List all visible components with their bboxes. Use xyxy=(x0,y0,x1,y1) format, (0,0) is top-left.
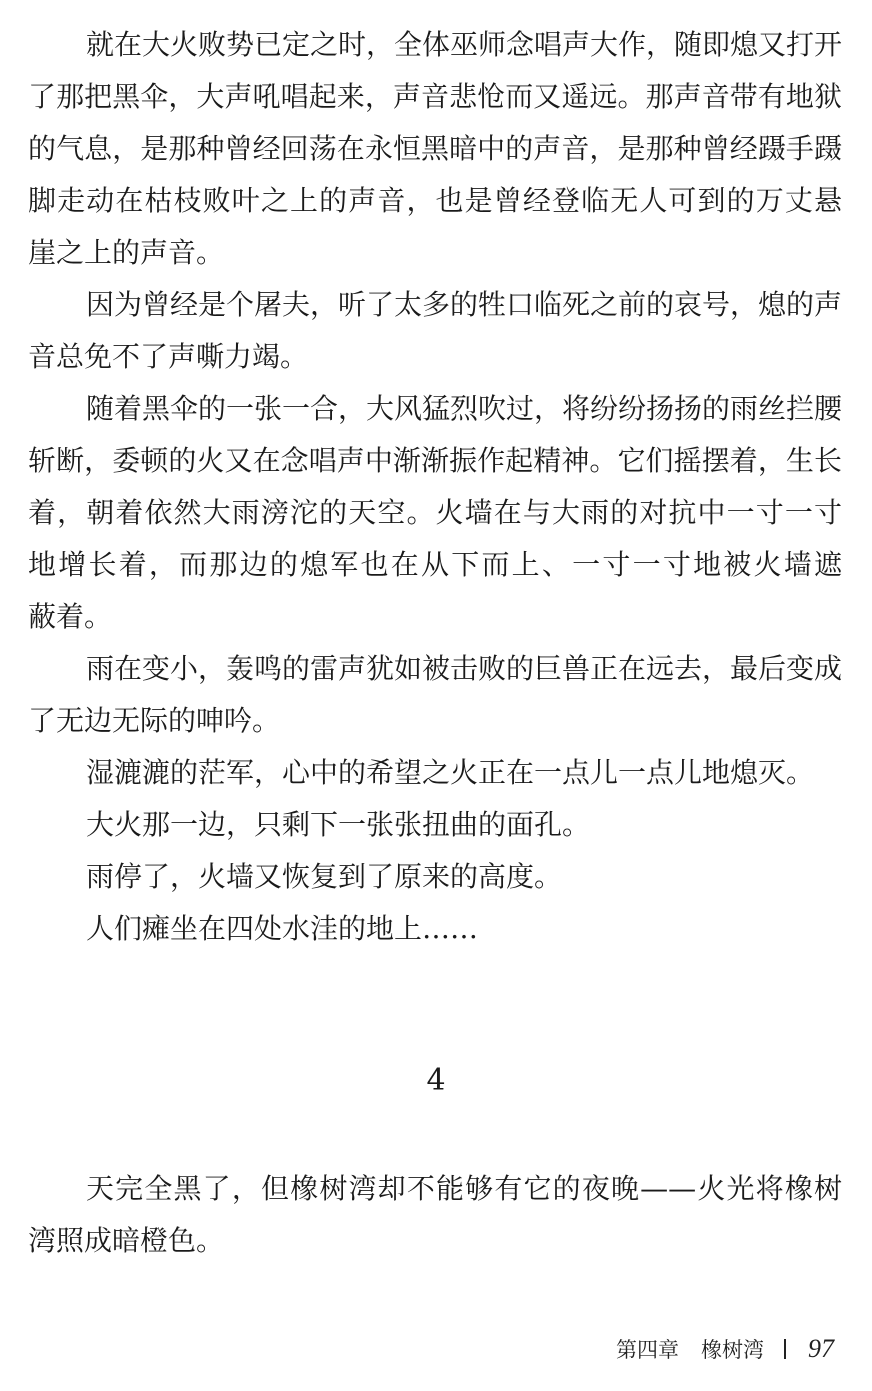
text-line: 了无边无际的呻吟。 xyxy=(28,704,281,737)
text-line: 湿漉漉的茫军，心中的希望之火正在一点儿一点儿地熄灭。 xyxy=(86,756,815,789)
section-body-text xyxy=(28,1163,842,1267)
text-line: 脚走动在枯枝败叶之上的声音，也是曾经登临无人可到的万丈悬 xyxy=(28,184,842,217)
text-line: 雨停了，火墙又恢复到了原来的高度。 xyxy=(86,860,563,893)
text-line: 因为曾经是个屠夫，听了太多的牲口临死之前的哀号，熄的声 xyxy=(86,288,842,321)
text-line: 随着黑伞的一张一合，大风猛烈吹过，将纷纷扬扬的雨丝拦腰 xyxy=(86,392,842,425)
text-line: 了那把黑伞，大声吼唱起来，声音悲怆而又遥远。那声音带有地狱 xyxy=(28,80,842,113)
text-line: 就在大火败势已定之时，全体巫师念唱声大作，随即熄又打开 xyxy=(86,28,842,61)
text-line: 蔽着。 xyxy=(28,600,113,633)
text-line: 湾照成暗橙色。 xyxy=(28,1224,225,1257)
text-line: 斩断，委顿的火又在念唱声中渐渐振作起精神。它们摇摆着，生长 xyxy=(28,444,842,477)
text-line: 大火那一边，只剩下一张张扭曲的面孔。 xyxy=(86,808,591,841)
footer-divider xyxy=(784,1339,786,1359)
section-number: 4 xyxy=(426,1063,446,1098)
text-line: 地增长着，而那边的熄军也在从下而上、一寸一寸地被火墙遮 xyxy=(28,548,842,581)
footer-chapter: 第四章 xyxy=(616,1339,679,1362)
text-line: 天完全黑了，但橡树湾却不能够有它的夜晚——火光将橡树 xyxy=(86,1172,842,1205)
text-line: 着，朝着依然大雨滂沱的天空。火墙在与大雨的对抗中一寸一寸 xyxy=(28,496,842,529)
text-line: 人们瘫坐在四处水洼的地上…… xyxy=(86,912,479,945)
text-line: 音总免不了声嘶力竭。 xyxy=(28,340,309,373)
page-footer xyxy=(616,1334,834,1364)
page-number: 97 xyxy=(808,1334,834,1363)
body-text xyxy=(28,19,842,955)
text-line: 的气息，是那种曾经回荡在永恒黑暗中的声音，是那种曾经蹑手蹑 xyxy=(28,132,842,165)
footer-chapter-title: 橡树湾 xyxy=(701,1339,764,1362)
text-line: 崖之上的声音。 xyxy=(28,236,225,269)
text-line: 雨在变小，轰鸣的雷声犹如被击败的巨兽正在远去，最后变成 xyxy=(86,652,842,685)
